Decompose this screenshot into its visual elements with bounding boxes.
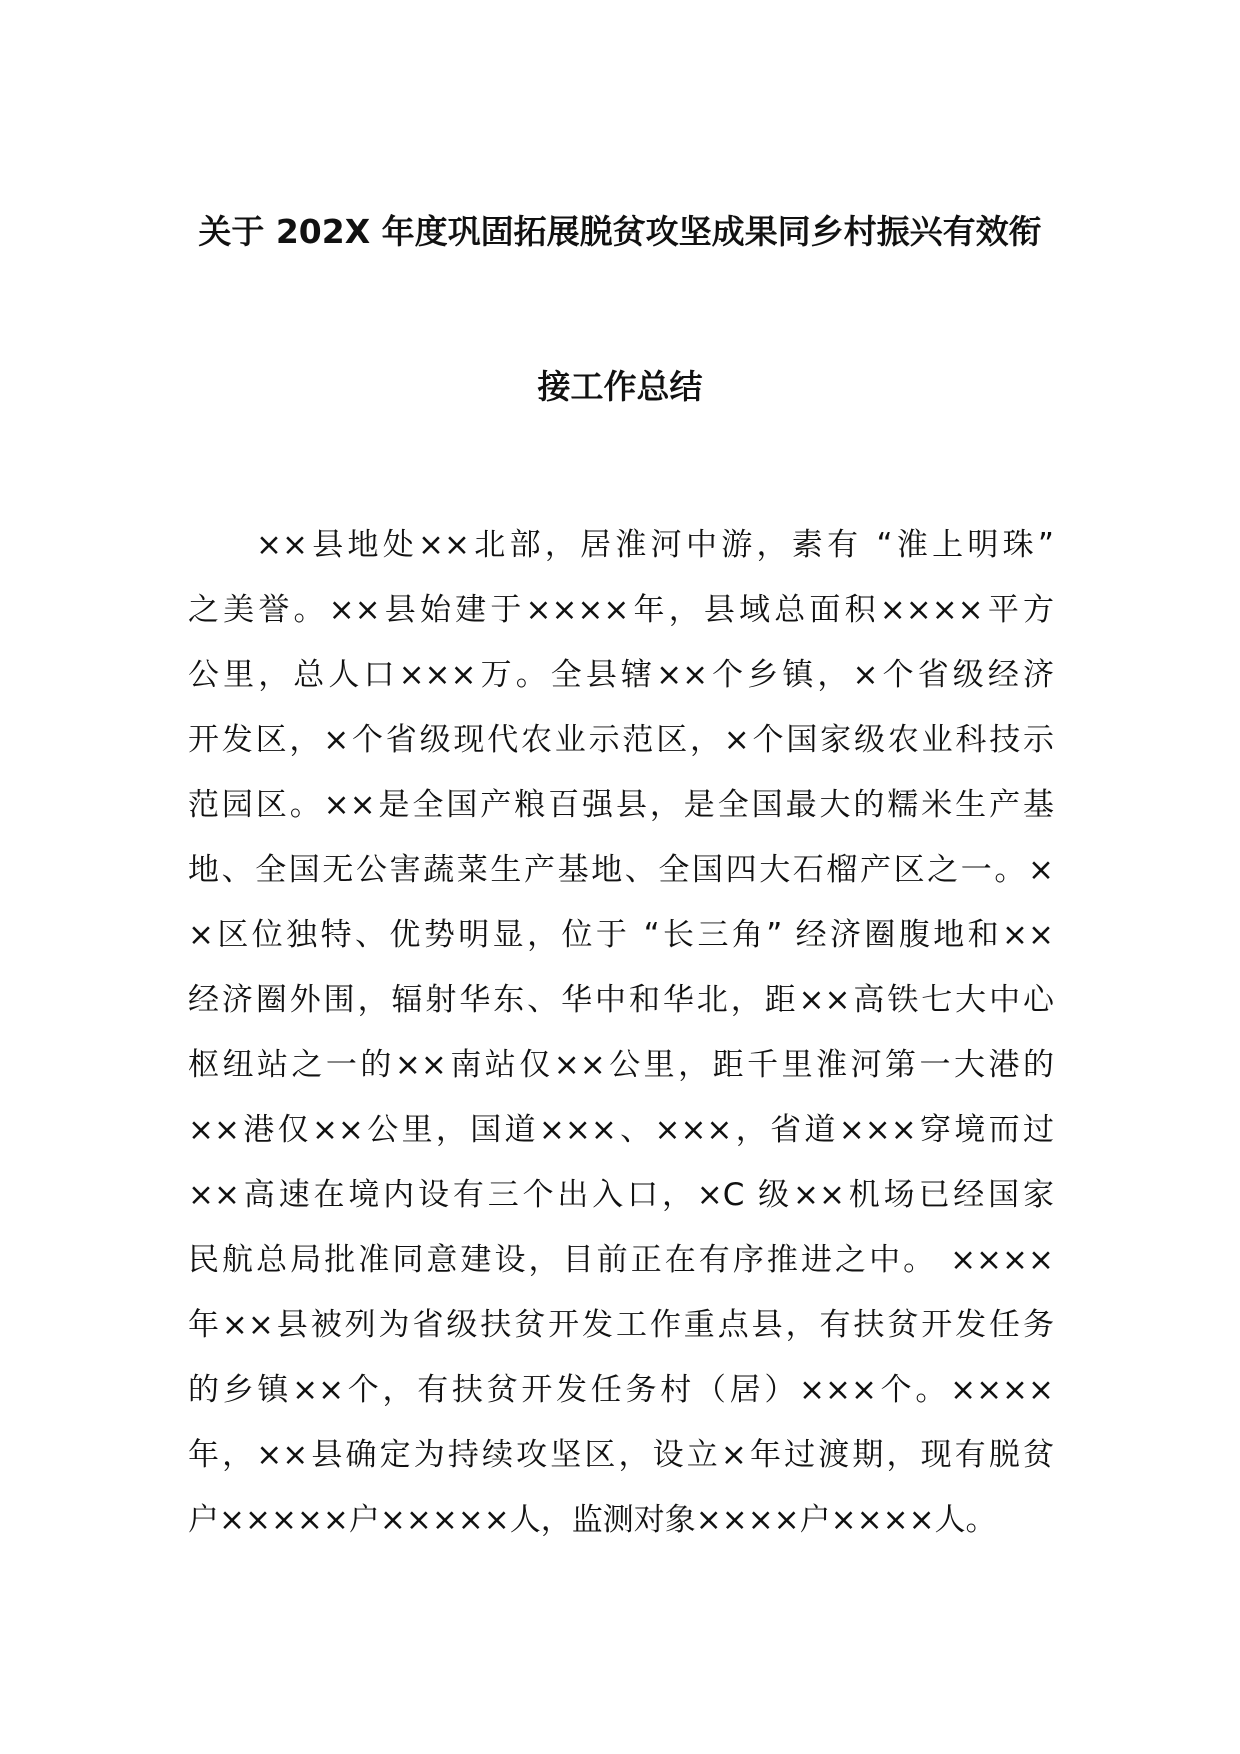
body-text-line: ××县地处××北部，居淮河中游，素有 “淮上明珠” [256,527,1054,563]
body-text-line: 户×××××户×××××人，监测对象××××户××××人。 [188,1502,997,1538]
body-text-line: ×区位独特、优势明显，位于 “长三角” 经济圈腹地和×× [188,917,1054,953]
body-text-line: 之美誉。××县始建于××××年，县域总面积××××平方 [188,592,1054,628]
body-text-line: 年，××县确定为持续攻坚区，设立×年过渡期，现有脱贫 [188,1437,1054,1473]
body-text-line: 经济圈外围，辐射华东、华中和华北，距××高铁七大中心 [188,982,1054,1018]
body-text-line: 的乡镇××个，有扶贫开发任务村（居）×××个。×××× [188,1372,1054,1408]
document-title-line-2: 接工作总结 [537,367,703,406]
body-text-line: 民航总局批准同意建设，目前正在有序推进之中。 ×××× [188,1242,1054,1278]
body-text-line: 范园区。××是全国产粮百强县，是全国最大的糯米生产基 [188,787,1054,823]
body-text-line: ××港仅××公里，国道×××、×××，省道×××穿境而过 [188,1112,1054,1148]
body-text-line: 年××县被列为省级扶贫开发工作重点县，有扶贫开发任务 [188,1307,1054,1343]
body-text-line: 开发区，×个省级现代农业示范区，×个国家级农业科技示 [188,722,1054,758]
body-text-line: 公里，总人口×××万。全县辖××个乡镇，×个省级经济 [188,657,1054,693]
body-text-line: 地、全国无公害蔬菜生产基地、全国四大石榴产区之一。× [188,852,1054,888]
body-text-line: 枢纽站之一的××南站仅××公里，距千里淮河第一大港的 [188,1047,1054,1083]
document-title-line-1: 关于 202X 年度巩固拓展脱贫攻坚成果同乡村振兴有效衔 [198,212,1042,251]
body-text-line: ××高速在境内设有三个出入口，×C 级××机场已经国家 [188,1177,1054,1213]
